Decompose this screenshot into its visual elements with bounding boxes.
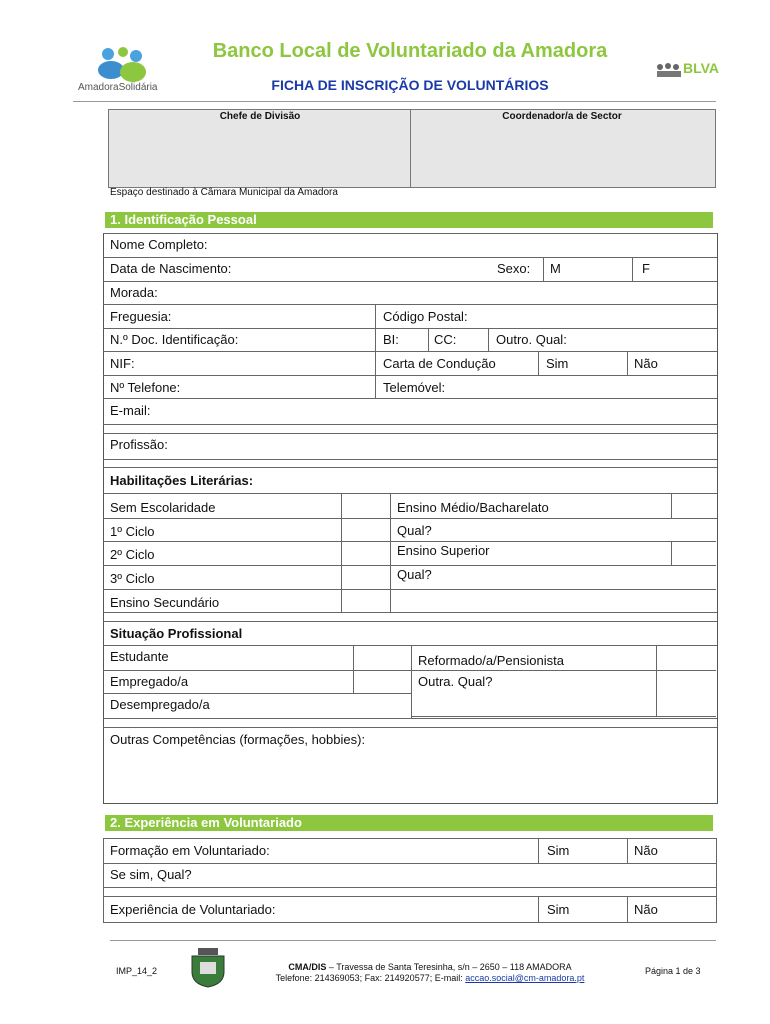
camara-note: Espaço destinado à Câmara Municipal da Amadora <box>110 187 338 198</box>
reformado-label: Reformado/a/Pensionista <box>418 653 564 668</box>
experiencia-sim-option[interactable]: Sim <box>547 902 570 917</box>
doc-identificacao-label: N.º Doc. Identificação: <box>110 332 239 347</box>
estudante-label: Estudante <box>110 649 169 664</box>
data-nascimento-label: Data de Nascimento: <box>110 261 232 276</box>
page-title: Banco Local de Voluntariado da Amadora <box>212 40 608 62</box>
nif-label: NIF: <box>110 356 135 371</box>
email-label: E-mail: <box>110 403 151 418</box>
telefone-label: Nº Telefone: <box>110 380 181 395</box>
outro-doc-label: Outro. Qual: <box>496 332 567 347</box>
formacao-sim-option[interactable]: Sim <box>547 843 570 858</box>
signature-divider <box>410 109 411 187</box>
formacao-voluntariado-label: Formação em Voluntariado: <box>110 843 270 858</box>
section-2-title: 2. Experiência em Voluntariado <box>105 815 713 831</box>
carta-sim-option[interactable]: Sim <box>546 356 569 371</box>
experiencia-voluntariado-label: Experiência de Voluntariado: <box>110 902 276 917</box>
coordenador-label: Coordenador/a de Sector <box>502 111 622 122</box>
sexo-label: Sexo: <box>497 261 531 276</box>
codigo-postal-label: Código Postal: <box>383 309 468 324</box>
amadora-solidaria-logo <box>78 44 173 96</box>
page-subtitle: FICHA DE INSCRIÇÃO DE VOLUNTÁRIOS <box>271 77 549 93</box>
freguesia-label: Freguesia: <box>110 309 172 324</box>
ensino-medio-label: Ensino Médio/Bacharelato <box>397 500 549 515</box>
page-number: Página 1 de 3 <box>645 966 701 976</box>
desempregado-label: Desempregado/a <box>110 697 210 712</box>
carta-nao-option[interactable]: Não <box>634 356 658 371</box>
footer-org: CMA/DIS <box>288 962 327 972</box>
sem-escolaridade-label: Sem Escolaridade <box>110 500 216 515</box>
empregado-label: Empregado/a <box>110 674 189 689</box>
qual2-label: Qual? <box>397 567 432 582</box>
chefe-divisao-label: Chefe de Divisão <box>219 111 301 122</box>
carta-conducao-label: Carta de Condução <box>383 356 496 371</box>
qual1-label: Qual? <box>397 523 432 538</box>
habilitacoes-heading: Habilitações Literárias: <box>110 473 254 488</box>
amadora-logo-text: AmadoraSolidária <box>78 82 158 93</box>
experiencia-nao-option[interactable]: Não <box>634 902 658 917</box>
ensino-superior-label: Ensino Superior <box>397 543 490 558</box>
outras-competencias-label: Outras Competências (formações, hobbies): <box>110 732 366 747</box>
profissao-label: Profissão: <box>110 437 168 452</box>
cc-label: CC: <box>434 332 457 347</box>
footer-address-text: – Travessa de Santa Teresinha, s/n – 2650 – 118 AMADORA <box>326 962 572 972</box>
footer-divider <box>110 940 716 941</box>
sexo-f-option[interactable]: F <box>642 261 650 276</box>
blva-logo <box>655 60 727 84</box>
header-divider <box>73 101 716 102</box>
morada-label: Morada: <box>110 285 158 300</box>
bi-label: BI: <box>383 332 399 347</box>
footer-address <box>230 962 630 984</box>
situacao-profissional-heading: Situação Profissional <box>110 626 243 641</box>
ciclo2-label: 2º Ciclo <box>110 547 155 562</box>
nome-completo-label: Nome Completo: <box>110 237 208 252</box>
secundario-label: Ensino Secundário <box>110 595 220 610</box>
footer-contacts: Telefone: 214369053; Fax: 214920577; E-mail: <box>275 973 466 983</box>
ciclo3-label: 3º Ciclo <box>110 571 155 586</box>
footer-code: IMP_14_2 <box>116 966 158 976</box>
ciclo1-label: 1º Ciclo <box>110 524 155 539</box>
se-sim-qual-label: Se sim, Qual? <box>110 867 192 882</box>
section-1-title: 1. Identificação Pessoal <box>105 212 713 228</box>
outra-situacao-label: Outra. Qual? <box>418 674 493 689</box>
sexo-m-option[interactable]: M <box>550 261 561 276</box>
municipal-crest-icon <box>188 946 228 988</box>
footer-email-link[interactable]: accao.social@cm-amadora.pt <box>465 973 585 983</box>
blva-logo-text: BLVA <box>683 60 720 76</box>
formacao-nao-option[interactable]: Não <box>634 843 658 858</box>
telemovel-label: Telemóvel: <box>383 380 446 395</box>
